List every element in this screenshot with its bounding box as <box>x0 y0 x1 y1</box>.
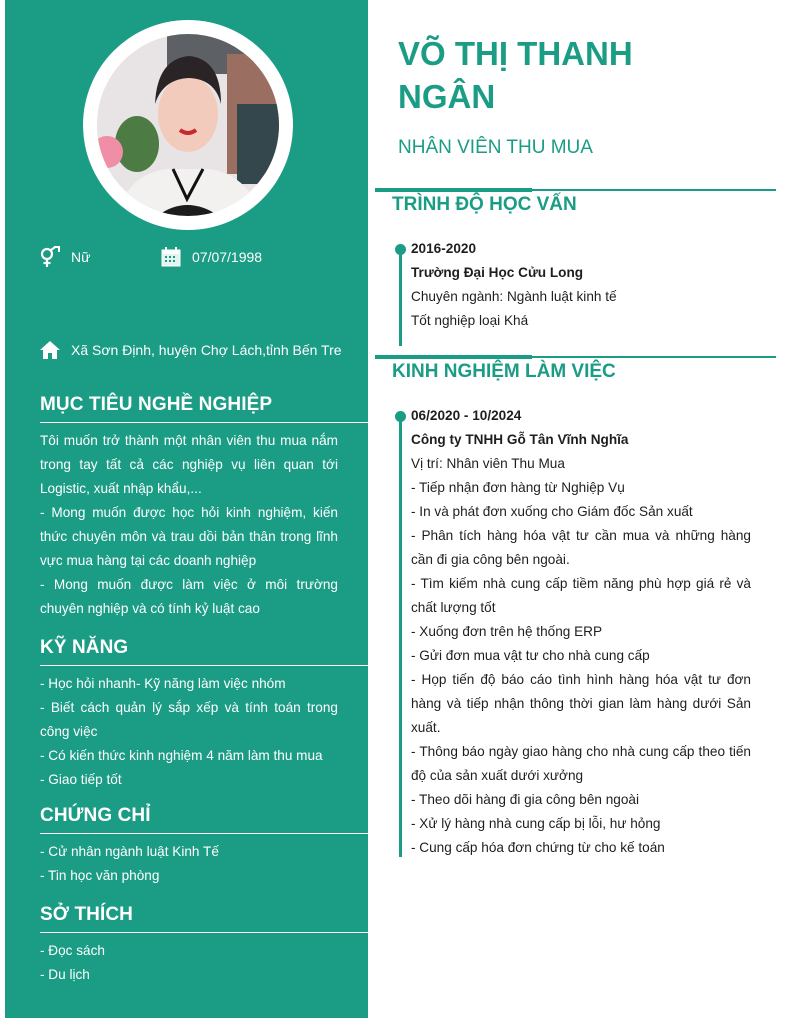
objective-paragraph: - Mong muốn được làm việc ở môi trường chuyên nghiệp và có tính kỷ luật cao <box>40 577 338 616</box>
experience-title: KINH NGHIỆM LÀM VIỆC <box>392 361 616 382</box>
skills-section <box>40 637 368 792</box>
skills-title: KỸ NĂNG <box>40 637 368 666</box>
education-period: 2016-2020 <box>411 241 477 256</box>
education-school: Trường Đại Học Cửu Long <box>411 265 584 280</box>
duty-item: - Phân tích hàng hóa vật tư cần mua và những hàng cần đi gia công bên ngoài. <box>411 528 751 567</box>
certificates-section <box>40 805 368 888</box>
duty-item: - Cung cấp hóa đơn chứng từ cho kế toán <box>411 840 665 855</box>
duty-item: - Gửi đơn mua vật tư cho nhà cung cấp <box>411 648 650 663</box>
objective-paragraph: Tôi muốn trở thành một nhân viên thu mua nắm trong tay tất cả các nghiệp vụ liên quan tới Logistic, xuất nhập khẩu,... <box>40 433 338 496</box>
duty-item: - Tìm kiếm nhà cung cấp tiềm năng phù hợp giá rẻ và chất lượng tốt <box>411 576 751 615</box>
experience-company: Công ty TNHH Gỗ Tân Vĩnh Nghĩa <box>411 432 629 447</box>
timeline-dot <box>395 411 406 422</box>
skill-item: - Biết cách quản lý sắp xếp và tính toán trong công việc <box>40 700 338 739</box>
divider-accent <box>375 188 532 192</box>
hobby-item: - Du lịch <box>40 967 90 982</box>
candidate-name: VÕ THỊ THANH NGÂN <box>398 35 633 115</box>
education-grade: Tốt nghiệp loại Khá <box>411 313 529 328</box>
birthdate-value: 07/07/1998 <box>192 249 263 265</box>
timeline-line <box>399 248 402 346</box>
duty-item: - Họp tiến độ báo cáo tình hình hàng hóa vật tư đơn hàng và tiếp nhận thông thời gian làm hàng dưới Sản xuất. <box>411 672 751 735</box>
birthdate-row <box>160 246 262 268</box>
objective-section <box>40 394 368 621</box>
education-major: Chuyên ngành: Ngành luật kinh tế <box>411 289 617 304</box>
skill-item: - Học hỏi nhanh- Kỹ năng làm việc nhóm <box>40 676 286 691</box>
home-icon <box>39 339 61 361</box>
experience-content <box>411 404 751 860</box>
certificates-title: CHỨNG CHỈ <box>40 805 368 834</box>
duty-item: - In và phát đơn xuống cho Giám đốc Sản xuất <box>411 504 693 519</box>
skill-item: - Giao tiếp tốt <box>40 772 122 787</box>
address-value: Xã Sơn Định, huyện Chợ Lách,tỉnh Bến Tre <box>71 342 342 358</box>
avatar-photo-icon <box>97 34 279 216</box>
skill-item: - Có kiến thức kinh nghiệm 4 năm làm thu mua <box>40 748 323 763</box>
certificate-item: - Tin học văn phòng <box>40 868 160 883</box>
hobbies-section <box>40 904 368 987</box>
divider-accent <box>375 355 532 359</box>
address-row <box>39 339 342 361</box>
hobby-item: - Đọc sách <box>40 943 105 958</box>
gender-row <box>39 246 90 268</box>
gender-value: Nữ <box>71 249 91 265</box>
main-content <box>375 0 800 1018</box>
duty-item: - Theo dõi hàng đi gia công bên ngoài <box>411 792 640 807</box>
gender-icon <box>39 246 61 268</box>
hobbies-list <box>40 939 368 987</box>
objective-paragraph: - Mong muốn được học hỏi kinh nghiệm, kiến thức chuyên môn và trau dồi bản thân trong lĩnh vực mua hàng tại các doanh nghiệp <box>40 505 338 568</box>
avatar <box>97 34 279 216</box>
skills-list <box>40 672 368 792</box>
experience-position: Vị trí: Nhân viên Thu Mua <box>411 456 565 471</box>
education-title: TRÌNH ĐỘ HỌC VẤN <box>392 194 577 215</box>
certificate-item: - Cử nhân ngành luật Kinh Tế <box>40 844 219 859</box>
objective-title: MỤC TIÊU NGHỀ NGHIỆP <box>40 394 368 423</box>
timeline-line <box>399 415 402 857</box>
calendar-icon <box>160 246 182 268</box>
duty-item: - Tiếp nhận đơn hàng từ Nghiệp Vụ <box>411 480 625 495</box>
objective-text <box>40 429 368 621</box>
hobbies-title: SỞ THÍCH <box>40 904 368 933</box>
avatar-ring <box>83 20 293 230</box>
certificates-list <box>40 840 368 888</box>
timeline-dot <box>395 244 406 255</box>
sidebar <box>5 0 368 1018</box>
education-content <box>411 237 751 333</box>
duty-item: - Thông báo ngày giao hàng cho nhà cung cấp theo tiến độ của sản xuất dưới xưởng <box>411 744 751 783</box>
duty-item: - Xuống đơn trên hệ thống ERP <box>411 624 603 639</box>
job-title: NHÂN VIÊN THU MUA <box>398 137 593 158</box>
duty-item: - Xử lý hàng nhà cung cấp bị lỗi, hư hỏng <box>411 816 661 831</box>
experience-period: 06/2020 - 10/2024 <box>411 408 522 423</box>
